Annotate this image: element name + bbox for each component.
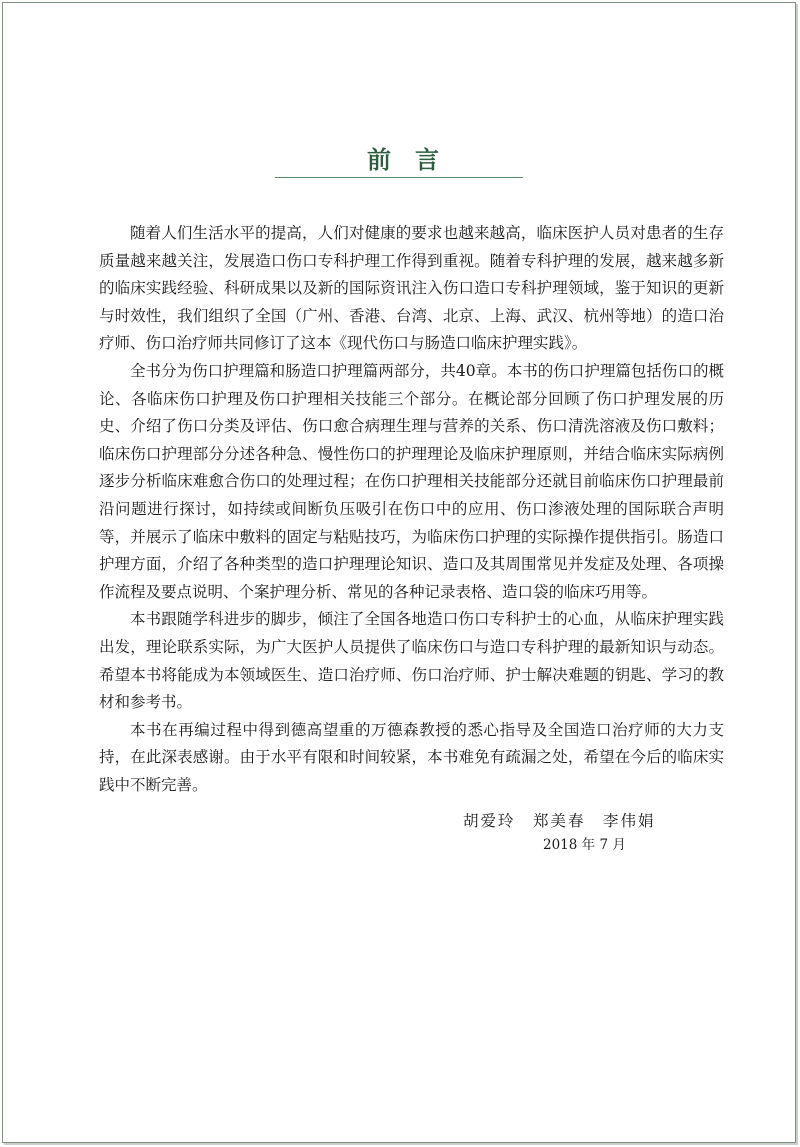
preface-body (99, 220, 724, 799)
page (2, 2, 796, 1143)
paragraph-2: 全书分为伤口护理篇和肠造口护理篇两部分，共40章。本书的伤口护理篇包括伤口的概论、各临床伤口护理及伤口护理相关技能三个部分。在概论部分回顾了伤口护理发展的历史、介绍了伤口分类及评估、伤口愈合病理生理与营养的关系、伤口清洗溶液及伤口敷料；临床伤口护理部分分述各种急、慢性伤口的护理理论及临床护理原则，并结合临床实际病例逐步分析临床难愈合伤口的处理过程；在伤口护理相关技能部分还就目前临床伤口护理最前沿问题进行探讨，如持续或间断负压吸引在伤口中的应用、伤口渗液处理的国际联合声明等，并展示了临床中敷料的固定与粘贴技巧，为临床伤口护理的实际操作提供指引。肠造口护理方面，介绍了各种类型的造口护理理论知识、造口及其周围常见并发症及处理、各项操作流程及要点说明、个案护理分析、常见的各种记录表格、造口袋的临床巧用等。 (99, 361, 724, 601)
paragraph-3: 本书跟随学科进步的脚步，倾注了全国各地造口伤口专科护士的心血，从临床护理实践出发，理论联系实际，为广大医护人员提供了临床伤口与造口专科护理的最新知识与动态。希望本书将能成为本领域医生、造口治疗师、伤口治疗师、护士解决难题的钥匙、学习的教材和参考书。 (99, 610, 724, 712)
signature-date: 2018 年 7 月 (543, 837, 626, 853)
title-underline (275, 177, 523, 178)
author-signature: 胡爱玲 郑美春 李伟娟 (463, 812, 656, 830)
paragraph-1: 随着人们生活水平的提高，人们对健康的要求也越来越高，临床医护人员对患者的生存质量越来越关注，发展造口伤口专科护理工作得到重视。随着专科护理的发展，越来越多新的临床实践经验、科研成果以及新的国际资讯注入伤口造口专科护理领域，鉴于知识的更新与时效性，我们组织了全国（广州、香港、台湾、北京、上海、武汉、杭州等地）的造口治疗师、伤口治疗师共同修订了这本《现代伤口与肠造口临床护理实践》。 (99, 224, 724, 353)
paragraph-4: 本书在再编过程中得到德高望重的万德森教授的悉心指导及全国造口治疗师的大力支持，在此深表感谢。由于水平有限和时间较紧，本书难免有疏漏之处，希望在今后的临床实践中不断完善。 (99, 720, 724, 794)
page-title: 前言 (367, 145, 463, 174)
